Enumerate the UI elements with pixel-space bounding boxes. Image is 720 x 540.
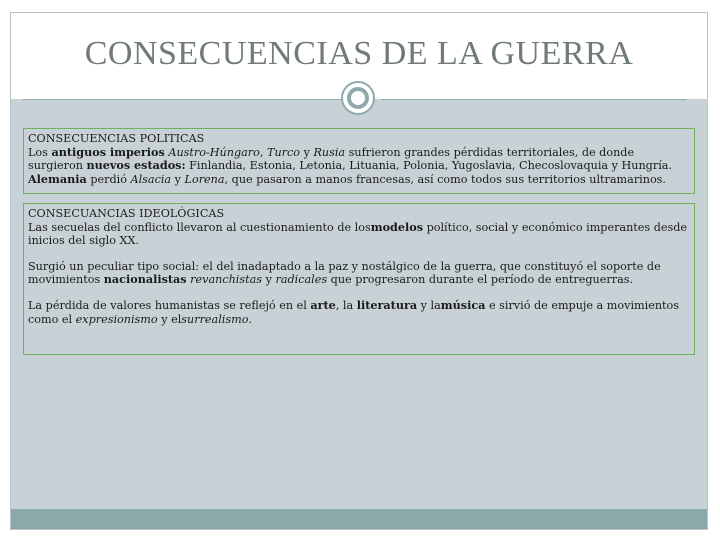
ideologicas-paragraph-3	[28, 299, 690, 326]
bold-text: Alemania	[28, 171, 87, 186]
text: .	[248, 312, 253, 326]
italic-text: surrealismo	[181, 312, 249, 326]
ideologicas-paragraph-1	[28, 221, 690, 248]
bold-text: música	[440, 297, 486, 312]
text: La pérdida de valores humanistas se reflejó en el	[28, 298, 311, 312]
ring-ornament-icon	[341, 81, 375, 115]
italic-text: Rusia	[313, 145, 346, 159]
ring-ornament-inner	[347, 87, 369, 109]
ideologicas-heading: CONSECUANCIAS IDEOLÓGICAS	[28, 207, 225, 220]
text: ,	[259, 145, 267, 159]
spacer	[28, 248, 690, 260]
text: y la	[417, 298, 441, 312]
text: Finlandia, Estonia, Letonia, Lituania, Polonia, Yugoslavia, Checoslovaquia y Hungría.	[185, 159, 672, 173]
text: político, social y económico imperantes desde inicios del siglo XX.	[28, 220, 688, 248]
italic-text: revanchistas	[190, 273, 263, 287]
bold-text: modelos	[370, 219, 424, 234]
italic-text: Lorena	[184, 172, 225, 186]
text: y	[262, 273, 276, 287]
text: e sirvió de empuje a movimientos como el	[28, 298, 680, 326]
bold-text: arte	[310, 297, 336, 312]
text: y el	[157, 312, 182, 326]
text: y	[300, 145, 314, 159]
slide-title: CONSECUENCIAS DE LA GUERRA	[84, 35, 634, 72]
text: y	[171, 172, 185, 186]
text: Las secuelas del conflicto llevaron al cuestionamiento de los	[28, 220, 371, 234]
italic-text: Alsacia	[130, 172, 172, 186]
italic-text: Austro-Húngaro	[168, 145, 260, 159]
politicas-paragraph	[28, 146, 690, 187]
bold-text: literatura	[356, 297, 418, 312]
text: , que pasaron a manos francesas, así como todos sus territorios ultramarinos.	[224, 172, 666, 186]
title-divider-left	[23, 99, 341, 100]
text: , la	[335, 298, 357, 312]
text: Los	[28, 145, 52, 159]
politicas-heading: CONSECUENCIAS POLITICAS	[28, 132, 205, 145]
bold-text: nuevos estados:	[86, 158, 186, 173]
italic-text: radicales	[275, 273, 328, 287]
bottom-bar	[11, 509, 707, 529]
bold-text: antiguos imperios	[51, 144, 165, 159]
bold-text: nacionalistas	[103, 272, 187, 287]
ideologicas-paragraph-2	[28, 260, 690, 287]
politicas-box	[23, 128, 695, 194]
text: perdió	[86, 172, 131, 186]
text: que progresaron durante el período de entreguerras.	[327, 273, 634, 287]
ideologicas-box	[23, 203, 695, 355]
text: sufrieron grandes pérdidas territoriales, de donde surgieron	[28, 145, 635, 173]
text: Surgió un peculiar tipo social: el del inadaptado a la paz y nostálgico de la guerra, que constituyó el soporte de movimientos	[28, 259, 661, 287]
italic-text: Turco	[266, 145, 301, 159]
slide	[10, 12, 708, 530]
italic-text: expresionismo	[75, 312, 158, 326]
title-divider-right	[381, 99, 687, 100]
